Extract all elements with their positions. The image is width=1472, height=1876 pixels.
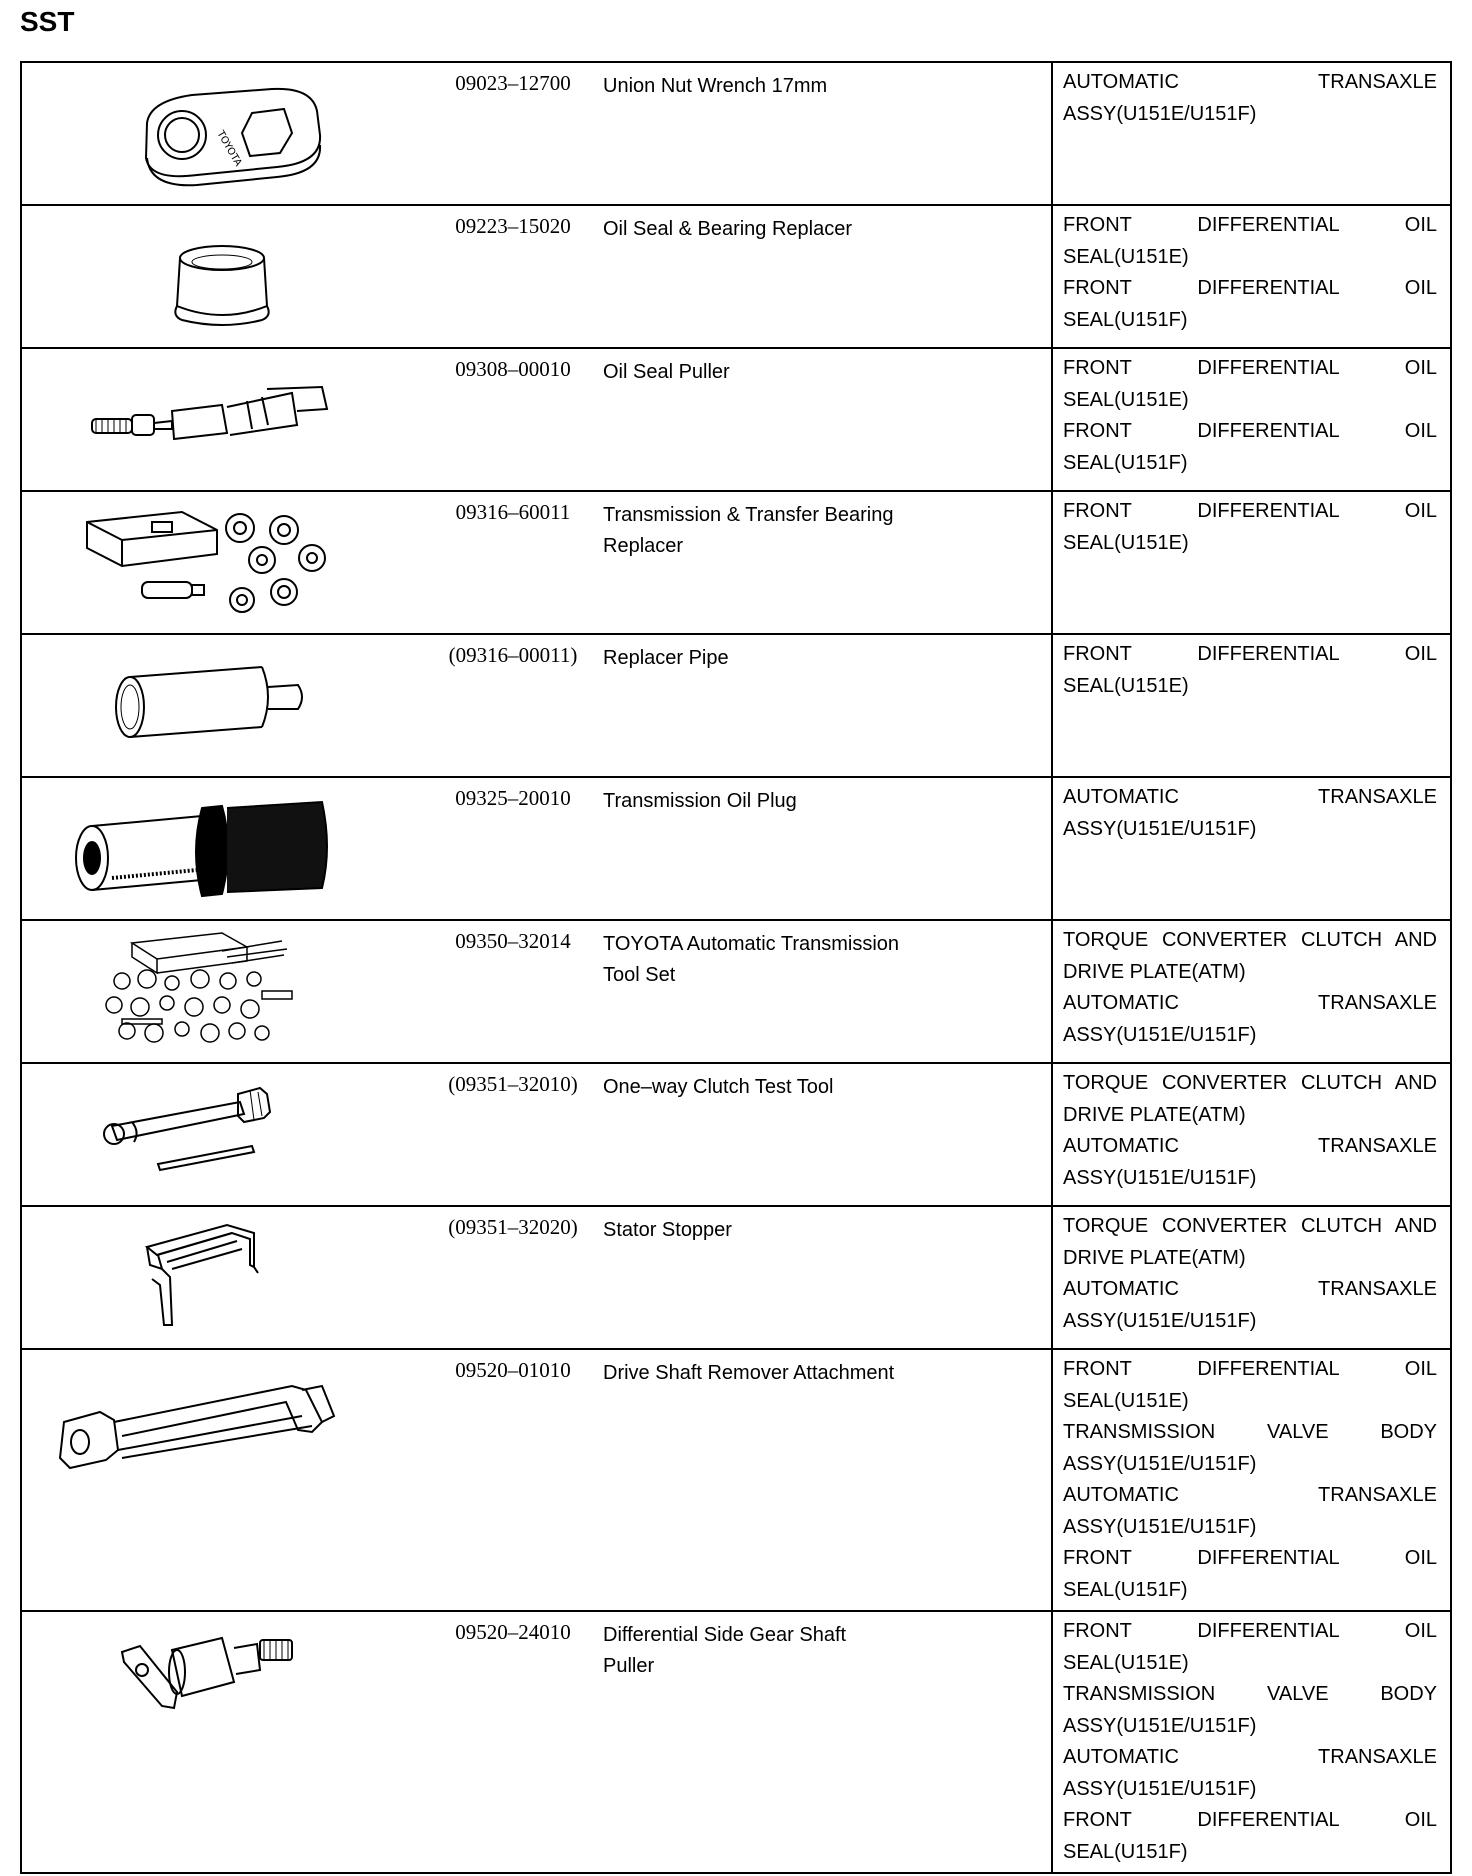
stator-stopper-image — [22, 1207, 425, 1347]
usage-item: TORQUE CONVERTER CLUTCH AND DRIVE PLATE(ATM) — [1063, 1072, 1437, 1126]
tool-name: Drive Shaft Remover Attachment — [601, 1349, 1052, 1611]
tool-name: Replacer Pipe — [601, 634, 1052, 777]
part-number: 09520–01010 — [425, 1349, 601, 1611]
usage-list — [1052, 920, 1451, 1063]
bearing-replacer-set-image — [22, 492, 425, 632]
part-number: (09351–32010) — [425, 1063, 601, 1206]
part-number: 09316–60011 — [425, 491, 601, 634]
svg-text:TOYOTA: TOYOTA — [214, 129, 244, 169]
tool-image-cell — [21, 1349, 425, 1611]
usage-item: FRONT DIFFERENTIAL OIL SEAL(U151E) — [1063, 214, 1437, 268]
tool-image-cell — [21, 634, 425, 777]
tool-image-cell — [21, 1063, 425, 1206]
part-number: 09023–12700 — [425, 62, 601, 205]
usage-item: AUTOMATIC TRANSAXLE ASSY(U151E/U151F) — [1063, 1484, 1437, 1538]
usage-item: AUTOMATIC TRANSAXLE ASSY(U151E/U151F) — [1063, 1135, 1437, 1189]
tool-name: Differential Side Gear Shaft Puller — [601, 1611, 1052, 1873]
usage-item: TORQUE CONVERTER CLUTCH AND DRIVE PLATE(ATM) — [1063, 929, 1437, 983]
tool-name: Oil Seal & Bearing Replacer — [601, 205, 1052, 348]
transmission-oil-plug-image — [22, 778, 425, 918]
usage-list — [1052, 62, 1451, 205]
part-number: 09223–15020 — [425, 205, 601, 348]
usage-item: TORQUE CONVERTER CLUTCH AND DRIVE PLATE(ATM) — [1063, 1215, 1437, 1269]
table-row — [21, 1349, 1451, 1611]
table-row — [21, 1206, 1451, 1349]
tool-name: Union Nut Wrench 17mm — [601, 62, 1052, 205]
usage-list — [1052, 1206, 1451, 1349]
tool-image-cell — [21, 348, 425, 491]
usage-item: FRONT DIFFERENTIAL OIL SEAL(U151F) — [1063, 277, 1437, 331]
tool-name: Transmission & Transfer Bearing Replacer — [601, 491, 1052, 634]
table-row — [21, 491, 1451, 634]
usage-item: FRONT DIFFERENTIAL OIL SEAL(U151F) — [1063, 1547, 1437, 1601]
usage-item: TRANSMISSION VALVE BODY ASSY(U151E/U151F) — [1063, 1683, 1437, 1737]
tool-image-cell — [21, 1611, 425, 1873]
table-row — [21, 205, 1451, 348]
usage-item: AUTOMATIC TRANSAXLE ASSY(U151E/U151F) — [1063, 992, 1437, 1046]
table-row — [21, 634, 1451, 777]
part-number: 09308–00010 — [425, 348, 601, 491]
part-number: (09316–00011) — [425, 634, 601, 777]
usage-item: AUTOMATIC TRANSAXLE ASSY(U151E/U151F) — [1063, 1746, 1437, 1800]
part-number: (09351–32020) — [425, 1206, 601, 1349]
usage-item: AUTOMATIC TRANSAXLE ASSY(U151E/U151F) — [1063, 71, 1437, 125]
union-nut-wrench-image — [22, 63, 425, 203]
usage-list — [1052, 491, 1451, 634]
oil-seal-bearing-replacer-image — [22, 206, 425, 346]
table-row — [21, 1063, 1451, 1206]
tool-name: TOYOTA Automatic Transmission Tool Set — [601, 920, 1052, 1063]
tool-image-cell — [21, 205, 425, 348]
part-number: 09350–32014 — [425, 920, 601, 1063]
drive-shaft-remover-image — [22, 1350, 425, 1510]
usage-item: FRONT DIFFERENTIAL OIL SEAL(U151E) — [1063, 357, 1437, 411]
tool-image-cell — [21, 491, 425, 634]
usage-list — [1052, 1063, 1451, 1206]
tool-image-cell — [21, 1206, 425, 1349]
usage-list — [1052, 348, 1451, 491]
clutch-test-tool-image — [22, 1064, 425, 1204]
part-number: 09520–24010 — [425, 1611, 601, 1873]
usage-item: AUTOMATIC TRANSAXLE ASSY(U151E/U151F) — [1063, 786, 1437, 840]
usage-list — [1052, 1611, 1451, 1873]
usage-item: FRONT DIFFERENTIAL OIL SEAL(U151E) — [1063, 643, 1437, 697]
usage-item: TRANSMISSION VALVE BODY ASSY(U151E/U151F) — [1063, 1421, 1437, 1475]
table-row — [21, 920, 1451, 1063]
oil-seal-puller-image — [22, 349, 425, 489]
usage-list — [1052, 777, 1451, 920]
side-gear-shaft-puller-image — [22, 1612, 425, 1742]
usage-list — [1052, 1349, 1451, 1611]
replacer-pipe-image — [22, 635, 425, 775]
sst-table — [20, 61, 1452, 1874]
usage-item: FRONT DIFFERENTIAL OIL SEAL(U151F) — [1063, 1809, 1437, 1863]
table-row — [21, 348, 1451, 491]
tool-image-cell — [21, 777, 425, 920]
usage-item: FRONT DIFFERENTIAL OIL SEAL(U151E) — [1063, 500, 1437, 554]
table-row — [21, 62, 1451, 205]
tool-name: One–way Clutch Test Tool — [601, 1063, 1052, 1206]
tool-name: Oil Seal Puller — [601, 348, 1052, 491]
tool-image-cell — [21, 920, 425, 1063]
part-number: 09325–20010 — [425, 777, 601, 920]
usage-item: FRONT DIFFERENTIAL OIL SEAL(U151E) — [1063, 1358, 1437, 1412]
usage-list — [1052, 205, 1451, 348]
page-title: SST — [20, 6, 75, 37]
table-row — [21, 1611, 1451, 1873]
usage-list — [1052, 634, 1451, 777]
tool-name: Stator Stopper — [601, 1206, 1052, 1349]
table-row — [21, 777, 1451, 920]
tool-set-image — [22, 921, 425, 1061]
usage-item: AUTOMATIC TRANSAXLE ASSY(U151E/U151F) — [1063, 1278, 1437, 1332]
tool-name: Transmission Oil Plug — [601, 777, 1052, 920]
usage-item: FRONT DIFFERENTIAL OIL SEAL(U151F) — [1063, 420, 1437, 474]
tool-image-cell — [21, 62, 425, 205]
usage-item: FRONT DIFFERENTIAL OIL SEAL(U151E) — [1063, 1620, 1437, 1674]
